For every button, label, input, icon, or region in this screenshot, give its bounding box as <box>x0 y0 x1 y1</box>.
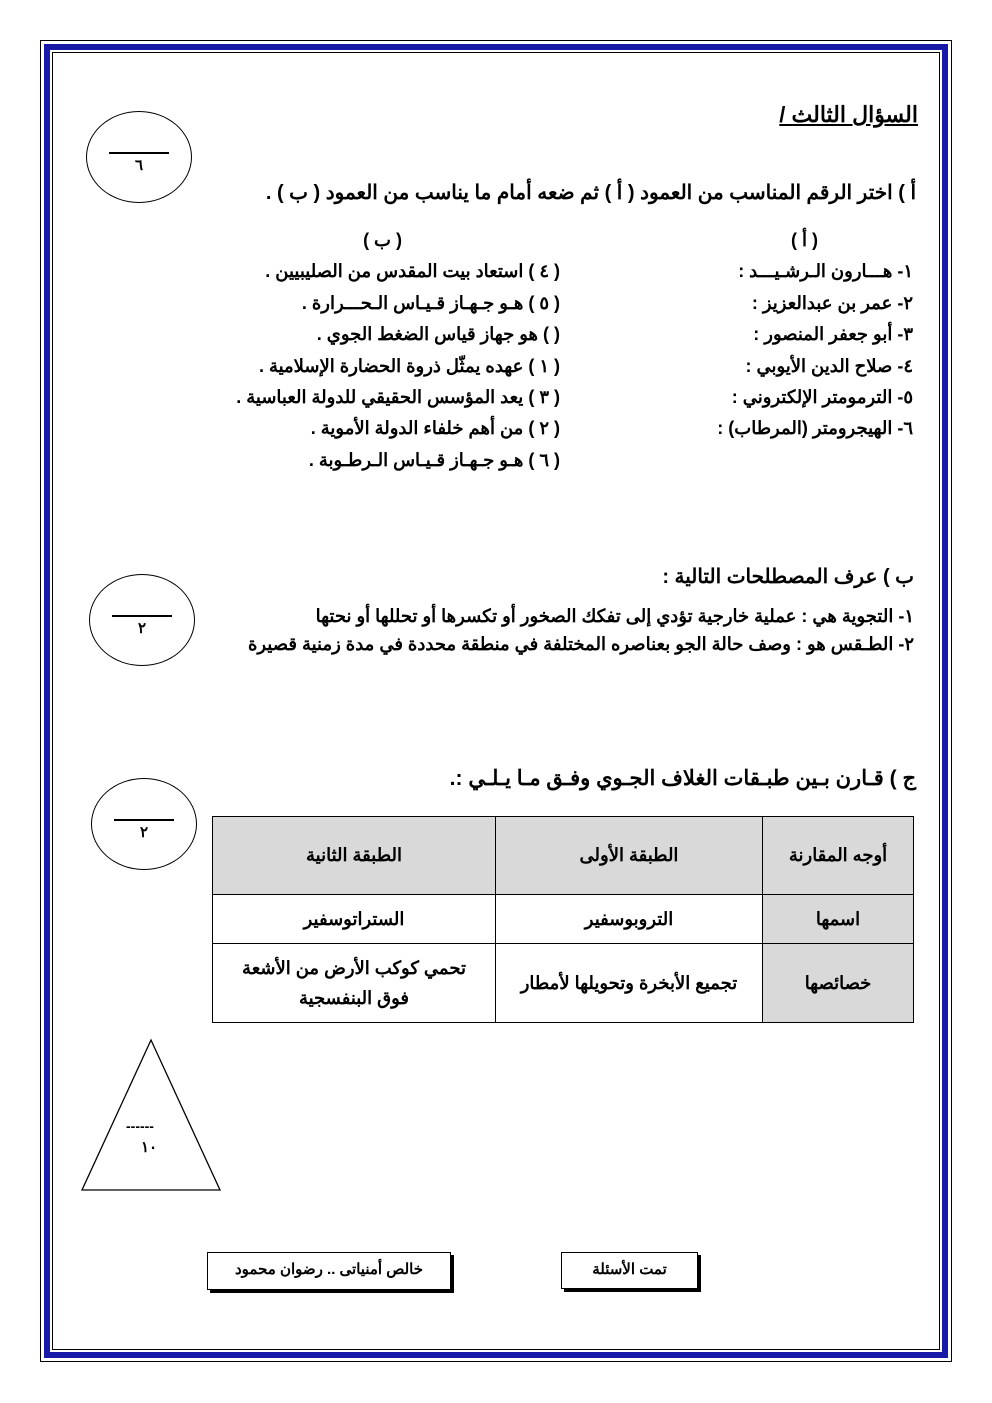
total-score: ١٠ <box>141 1139 158 1156</box>
col-b-item: ( ٦ ) هـو جـهـاز قـيـاس الـرطـوبة . <box>308 450 560 470</box>
definition-item: ١- التجوية هي : عملية خارجية تؤدي إلى تفكك الصخور أو تكسرها أو تحللها أو نحتها <box>315 606 914 626</box>
score-circle-c <box>91 778 197 870</box>
col-a-item: ٤- صلاح الدين الأيوبي : <box>745 356 913 376</box>
score-circle-a <box>86 111 192 203</box>
part-c-instruction: ج ) قـارن بـين طبـقات الغلاف الجـوي وفـق مـا يـلـي :. <box>449 767 916 790</box>
table-cell: تجميع الأبخرة وتحويلها لأمطار <box>496 944 763 1023</box>
col-b-header: ( ب ) <box>363 230 402 250</box>
score-b: ٢ <box>137 620 147 637</box>
definition-item: ٢- الطـقس هو : وصف حالة الجو بعناصره المختلفة في منطقة محددة في مدة زمنية قصيرة <box>247 634 914 654</box>
end-box: تمت الأسئلة <box>561 1252 698 1289</box>
table-header: الطبقة الأولى <box>496 817 763 895</box>
col-b-item: ( ٢ ) من أهم خلفاء الدولة الأموية . <box>310 418 560 438</box>
question-title: السؤال الثالث / <box>779 102 918 127</box>
col-b-item: ( ١ ) عهده يمثّل ذروة الحضارة الإسلامية . <box>258 356 560 376</box>
col-a-item: ٦- الهيجرومتر (المرطاب) : <box>717 418 913 438</box>
score-a: ٦ <box>134 157 144 174</box>
col-a-item: ٥- الترمومتر الإلكتروني : <box>731 387 913 407</box>
signature-box: خالص أمنياتى .. رضوان محمود <box>207 1252 451 1290</box>
table-cell: خصائصها <box>763 944 914 1023</box>
col-a-item: ١- هـــارون الـرشـيـــد : <box>738 261 913 281</box>
col-a-item: ٢- عمر بن عبدالعزيز : <box>751 293 913 313</box>
total-dashes: ------ <box>126 1118 154 1134</box>
table-header: الطبقة الثانية <box>213 817 496 895</box>
score-c: ٢ <box>139 824 149 841</box>
col-b-item: ( ٥ ) هـو جـهـاز قـيـاس الـحـــرارة . <box>301 293 560 313</box>
comparison-table <box>212 816 914 1023</box>
part-a-instruction: أ ) اختر الرقم المناسب من العمود ( أ ) ثم ضعه أمام ما يناسب من العمود ( ب ) . <box>265 182 916 204</box>
col-b-item: ( ٣ ) يعد المؤسس الحقيقي للدولة العباسية . <box>236 387 560 407</box>
table-cell: اسمها <box>763 895 914 944</box>
col-a-item: ٣- أبو جعفر المنصور : <box>753 324 913 344</box>
part-b-instruction: ب ) عرف المصطلحات التالية : <box>662 566 914 588</box>
score-circle-b <box>89 574 195 666</box>
table-cell: التروبوسفير <box>496 895 763 944</box>
col-b-item: ( ٤ ) استعاد بيت المقدس من الصليبيين . <box>265 261 560 281</box>
col-a-header: ( أ ) <box>791 230 818 250</box>
total-score-triangle <box>80 1038 224 1194</box>
table-cell: الستراتوسفير <box>213 895 496 944</box>
table-header: أوجه المقارنة <box>763 817 914 895</box>
table-cell: تحمي كوكب الأرض من الأشعة فوق البنفسجية <box>213 944 496 1023</box>
col-b-item: ( ) هو جهاز قياس الضغط الجوي . <box>316 324 560 344</box>
